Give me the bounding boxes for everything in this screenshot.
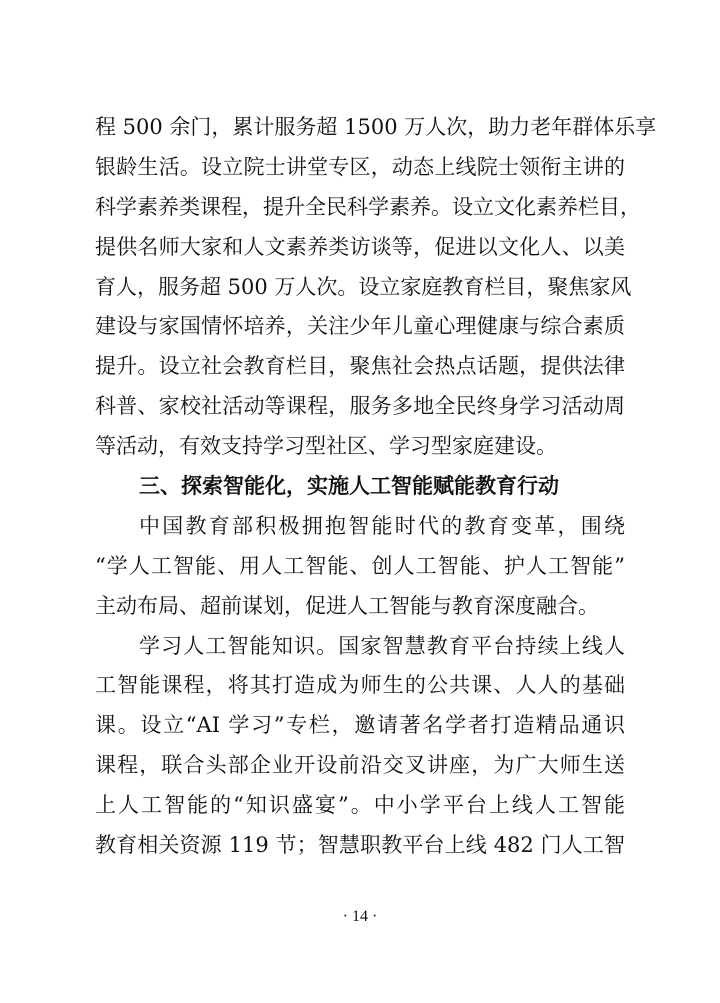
paragraph-3-line-1: 学习人工智能知识。国家智慧教育平台持续上线人	[139, 634, 625, 658]
paragraph-3-line-4: 课程，联合头部企业开设前沿交叉讲座，为广大师生送	[95, 753, 625, 777]
paragraph-1-line-2: 银龄生活。设立院士讲堂专区，动态上线院士领衔主讲的	[95, 155, 625, 179]
paragraph-1-line-7: 提升。设立社会教育栏目，聚焦社会热点话题，提供法律	[95, 354, 625, 378]
paragraph-2-line-3: 主动布局、超前谋划，促进人工智能与教育深度融合。	[95, 594, 599, 618]
paragraph-1-line-5: 育人，服务超 500 万人次。设立家庭教育栏目，聚焦家风	[95, 275, 632, 299]
paragraph-1-line-4: 提供名师大家和人文素养类访谈等，促进以文化人、以美	[95, 235, 625, 259]
page-number: · 14 ·	[342, 908, 378, 925]
paragraph-1-line-6: 建设与家国情怀培养，关注少年儿童心理健康与综合素质	[95, 314, 625, 338]
paragraph-3-line-6: 教育相关资源 119 节；智慧职教平台上线 482 门人工智	[95, 833, 625, 857]
paragraph-1-line-1: 程 500 余门，累计服务超 1500 万人次，助力老年群体乐享	[95, 115, 657, 139]
paragraph-3-line-3: 课。设立“AI 学习”专栏，邀请著名学者打造精品通识	[95, 713, 625, 737]
section-heading: 三、探索智能化，实施人工智能赋能教育行动	[139, 474, 559, 498]
paragraph-1-line-3: 科学素养类课程，提升全民科学素养。设立文化素养栏目，	[95, 195, 641, 219]
paragraph-2-line-2: “学人工智能、用人工智能、创人工智能、护人工智能”	[95, 554, 625, 578]
paragraph-2-line-1: 中国教育部积极拥抱智能时代的教育变革，围绕	[139, 514, 625, 538]
paragraph-1-line-9: 等活动，有效支持学习型社区、学习型家庭建设。	[95, 434, 557, 458]
paragraph-1-line-8: 科普、家校社活动等课程，服务多地全民终身学习活动周	[95, 394, 625, 418]
paragraph-3-line-2: 工智能课程，将其打造成为师生的公共课、人人的基础	[95, 673, 625, 697]
paragraph-3-line-5: 上人工智能的“知识盛宴”。中小学平台上线人工智能	[95, 793, 625, 817]
